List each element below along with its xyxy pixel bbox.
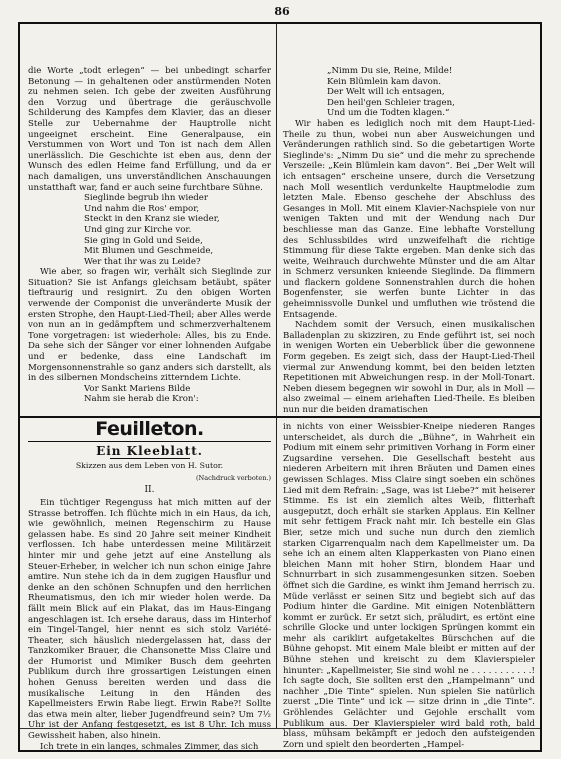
paragraph: Wie aber, so fragen wir, verhält sich Sieglinde zur Situation? Sie ist Anfangs gleichsam betäubt, später tieftraurig und resignirt. Zu den obigen Worten verwende der Componist die unveränderte Musik der ersten Strophe, den Haupt-Lied-Theil; aber Alles werde von nun an in gedämpftem und schmerzverhaltenem Tone vorgetragen: ist wiederhole: Alles, bis zu Ende. Da sehe sich der Sänger vor einer lohnenden Aufgabe und er bedenke, dass eine Landschaft im Morgensonnenstrahle so ganz anders sich darstellt, als in des silbernen Mondscheins zitterndem Lichte.	[28, 267, 271, 384]
poem-line: Vor Sankt Mariens Bilde	[84, 383, 191, 394]
article-column-top-right	[283, 66, 535, 414]
title-underline	[110, 458, 190, 459]
poem-line: „Nimm Du sie, Reine, Milde!	[327, 66, 453, 76]
poem-line: Kein Blümlein kam davon.	[327, 76, 442, 87]
paragraph: in nichts von einer Weissbier-Kneipe niederen Ranges unterscheidet, als durch die „Bühne“, in Wahrheit ein Podium mit einem sehr primitiven Vorhang in Form einer Zugsardine versehen. Die Gesellschaft besteht aus niederen Arbeitern mit ihren Bräuten und Damen eines gewissen Schlages. Miss Claire singt soeben ein schönes Lied mit dem Refrain: „Sage, was ist Liebe?“ mit heiserer Stimme. Es ist ein ziemlich altes Weib, flitterhaft ausgeputzt, doch erhält sie starken Applaus. Ein Kellner mit sehr fettigem Frack naht mir. Ich bestelle ein Glas Bier, setze mich und suche nun durch den ziemlich starken Cigarrenqualm nach dem Kapellmeister um. Da sehe ich an einem alten Klapperkasten von Piano einen bleichen Mann mit hoher Stirn, blondem Haar und Schnurrbart in sich zusammengesunken sitzen. Soeben öffnet sich die Gardine, es winkt ihm Jemand herrisch zu. Müde verlässt er seinen Sitz und begiebt sich auf das Podium hinter die Gardine. Mit einigen Notenblättern kommt er zurück. Er setzt sich, präludirt, es ertönt eine schrille Glocke und unter lockigen Sprüngen kommt ein mehr als cariklirt aufgetakeltes Bürschchen auf die Bühne gehopst. Mit einem Male bleibt er mitten auf der Bühne stehen und kreischt zu dem Klavierspieler hinunter: „Kapellmeister, Sie sind wohl ne . . . . . . . . . . .! Ich sagte doch, Sie sollten erst den „Hampelmann“ und nachher „Die Tinte“ spielen. Nun spielen Sie natürlich zuerst „Die Tinte“ und ick — sitze drinn in „die Tinte“. Gröhlendes Gelächter und Gejohle erschallt vom Publikum aus. Der Klavierspieler wird bald roth, bald blass, mühsam bekämpft er jedoch den aufsteigenden Zorn und spielt den beorderten „Hampel-	[283, 422, 535, 750]
paragraph: Ein tüchtiger Regenguss hat mich mitten auf der Strasse betroffen. Ich flüchte mich in ein Haus, da ich, wie gewöhnlich, meinen Regenschirm zu Hause gelassen habe. Es sind 20 Jahre seit meiner Kindheit verflossen. Ich habe unterdessen meine Militärzeit hinter mir und gehe jetzt auf eine Anstellung als Steuer-Erheber, in welcher ich nun schon einige Jahre amtire. Nun stehe ich da in dem zugigen Hausflur und denke an den schönen Schnupfen und den herrlichen Rheumatismus, den ich mir wieder holen werde. Da fällt mein Blick auf ein Plakat, das im Haus-Eingang angeschlagen ist. Ich ersehe daraus, dass im Hinterhof ein Tingel-Tangel, hier nennt es sich stolz Variété-Theater, sich häuslich niedergelassen hat, dass der Tanzkomiker Brauer, die Chansonette Miss Claire und der Humorist und Mimiker Busch dem geehrten Publikum durch ihre grossartigen Leistungen einen hohen Genuss bereiten werden und dass die musikalische Leitung in den Händen des Kapellmeisters Erwin Rabe liegt. Erwin Rabe?! Sollte das etwa mein alter, lieber Jugendfreund sein? Um 7½ Uhr ist der Anfang festgesetzt, es ist 8 Uhr. Ich muss Gewissheit haben, also hinein.	[28, 497, 271, 742]
poem-line: Sie ging in Gold und Seide,	[84, 235, 203, 246]
section-number: II.	[144, 485, 155, 496]
story-byline: Skizzen aus dem Leben von H. Sutor.	[75, 461, 224, 471]
column-divider-top	[276, 24, 277, 416]
heading-rule	[28, 441, 271, 442]
paragraph: Nachdem somit der Versuch, einen musikalischen Balladenplan zu skizziren, zu Ende geführt ist, sei noch in wenigen Worten ein Ueberblick über die gewonnene Form gegeben. Es zeigt sich, dass der Haupt-Lied-Theil viermal zur Anwendung kommt, bei den beiden letzten Repetitionen mit Abweichungen resp. in der Moll-Tonart. Neben diesem begegnen wir sowohl in Dur, als in Moll — also zweimal — einem ariehaften Lied-Theile. Es bleiben nun nur die beiden dramatischen	[283, 320, 535, 415]
article-column-top-left	[28, 66, 271, 414]
poem-line: Und um die Todten klagen.“	[327, 108, 450, 119]
story-title: Ein Kleeblatt.	[96, 443, 203, 458]
page-number: 86	[274, 5, 290, 18]
paragraph: die Worte „todt erlegen“ — bei unbedingt scharfer Betonung — in gehaltenen oder anstürmenden Noten zu nehmen seien. Ich gebe der zweiten Ausführung den Vorzug und übertrage die geräuschvolle Schilderung des Kampfes dem Klavier, das an dieser Stelle zur Uebernahme der Hauptrolle nicht ungeeignet erscheint. Eine Generalpause, ein Verstummen von Wort und Ton ist nach dem Allen unerlässlich. Die Geschichte ist eben aus, denn der Wunsch des edlen Heime fand Erfüllung, und da er nach damaligen, uns unverständlichen Anschauungen unstatthaft war, fand er auch seine furchtbare Sühne.	[28, 66, 271, 193]
poem-line: Der Welt will ich entsagen,	[327, 87, 445, 98]
poem-stanza	[28, 193, 271, 267]
paragraph: Ich trete in ein langes, schmales Zimmer, das sich	[40, 741, 259, 752]
column-divider-bottom	[276, 418, 277, 728]
feuilleton-column	[28, 418, 271, 752]
paragraph: Wir haben es lediglich noch mit dem Haupt-Lied-Theile zu thun, wobei nun aber Ausweichungen und Veränderungen rathlich sind. So die gebetartigen Worte Sieglinde's: „Nimm Du sie“ und die mehr zu sprechende Verszeile: „Kein Blümlein kam davon“. Bei „Der Welt will ich entsagen“ erscheine unsere, durch die Versetzung nach Moll wesentlich verdunkelte Hauptmelodie zum letzten Male. Ebenso geschehe der Abschluss des Gesanges in Moll. Mit einem Klavier-Nachspiele von nur wenigen Takten und mit der Wendung nach Dur beschliesse man das Ganze. Eine lebhafte Vorstellung des Schlussbildes wird unzweifelhaft die richtige Stimmung für diese Takte ergeben. Man denke sich das weite, Weihrauch durchwehte Münster und die am Altar in Schmerz versunken knieende Sieglinde. Da flimmern und flackern goldene Sonnenstrahlen durch die hohen Bogenfenster, sie werfen bunte Lichter in das geheimnissvolle Dunkel und umfluthen wie tröstend die Entsagende.	[283, 118, 535, 320]
poem-line: Wer that ihr was zu Leide?	[84, 256, 201, 267]
feuilleton-column-continued	[283, 422, 535, 750]
poem-stanza	[283, 66, 535, 119]
poem-stanza	[28, 384, 271, 405]
poem-line: Den heil'gen Schleier tragen,	[327, 97, 455, 108]
copyright-notice: (Nachdruck verboten.)	[196, 473, 271, 482]
poem-line: Sieglinde begrub ihn wieder	[84, 193, 208, 204]
poem-line: Mit Blumen und Geschmeide,	[84, 246, 214, 257]
feuilleton-heading: Feuilleton.	[95, 418, 204, 440]
poem-line: Nahm sie herab die Kron':	[84, 394, 199, 405]
poem-line: Steckt in den Kranz sie wieder,	[84, 214, 220, 225]
poem-line: Und ging zur Kirche vor.	[84, 224, 192, 235]
poem-line: Und nahm die Ros' empor,	[84, 203, 200, 214]
